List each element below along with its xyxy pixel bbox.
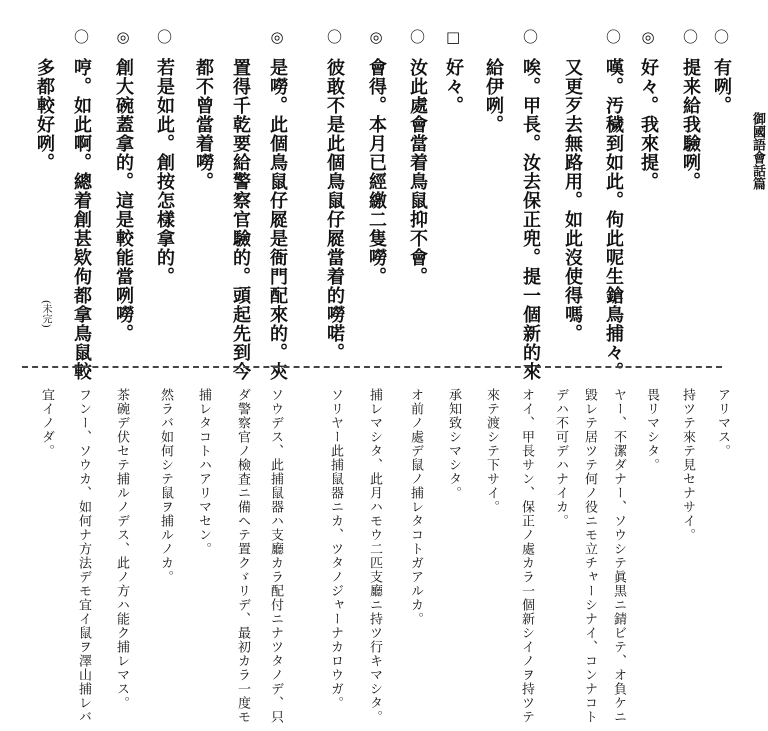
chinese-line: 都不曾當着嘮。: [193, 58, 214, 191]
japanese-line: 毀レテ居ツテ何ノ役ニモ立チャーシナイ、コンナコト: [582, 388, 597, 724]
section-mark: 〇: [606, 28, 622, 46]
chinese-line: 提来給我驗咧。: [680, 58, 701, 191]
section-mark: 〇: [74, 28, 90, 46]
japanese-line: 持ツテ來テ見セナサイ。: [680, 388, 695, 542]
chinese-line: 給伊咧。: [483, 58, 504, 134]
chinese-line: 多都較好咧。: [34, 58, 55, 172]
section-mark: ◎: [641, 28, 655, 46]
section-mark: ◎: [369, 28, 383, 46]
chinese-line: 汝此處會當着鳥鼠抑不會。: [407, 58, 428, 286]
japanese-line: ソリヤー此捕鼠器ニカ、ツタノジャーナカロウガ。: [328, 388, 343, 710]
section-divider: [22, 366, 722, 368]
chinese-line: 嘆。汚穢到如此。佝此呢生鎗鳥捕々。: [603, 58, 624, 381]
section-mark: 〇: [157, 28, 173, 46]
japanese-line: デハ不可デハナイカ。: [553, 388, 568, 528]
chinese-line: 是嘮。此個鳥鼠仔㞞是衙門配來的。㚒: [267, 58, 288, 381]
japanese-line: オ前ノ處デ鼠ノ捕レタコトガアルカ。: [408, 388, 423, 626]
japanese-line: ヤー、不潔ダナー、ソウシテ眞黒ニ錆ビテ、オ負ケニ: [611, 388, 626, 724]
chinese-line: 有咧。: [711, 58, 732, 115]
section-mark: 〇: [410, 28, 426, 46]
japanese-line: 捕レタコトハアリマセン。: [196, 388, 211, 556]
chinese-line: 唉。甲長。汝去保正兜。提一個新的來: [520, 58, 541, 381]
chinese-line: 哼。如此啊。總着創甚欵佝都拿鳥鼠較: [71, 58, 92, 381]
section-mark: □: [446, 28, 461, 46]
chinese-line: 會得。本月已經繳二隻嘮。: [366, 58, 387, 286]
japanese-line: ダ警察官ノ檢査ニ備ヘテ置クゞリデ、最初カラ一度モ: [235, 388, 250, 724]
japanese-line: 茶碗デ伏セテ捕ルノデス、此ノ方ハ能ク捕レマス。: [114, 388, 129, 710]
japanese-line: オイ、甲長サン、保正ノ處カラ一個新シイノヲ持ツテ: [519, 388, 534, 724]
japanese-line: ソウデス、此捕鼠器ハ支廳カラ配付ニナツタノデ、只: [268, 388, 283, 724]
japanese-line: 然ラバ如何シテ鼠ヲ捕ルノカ。: [158, 388, 173, 584]
to-be-continued-note: (未完): [40, 300, 51, 328]
japanese-line: フンー、ソウカ、如何ナ方法デモ宜イ鼠ヲ澤山捕レバ: [76, 388, 91, 724]
chinese-line: 又更歹去無路用。如此沒使得嗎。: [562, 58, 583, 343]
section-mark: 〇: [714, 28, 730, 46]
japanese-line: 捕レマシタ、此月ハモウ二匹支廳ニ持ツ行キマシタ。: [367, 388, 382, 724]
section-mark: ◎: [270, 28, 284, 46]
chinese-line: 創大碗蓋拿的。這是較能當咧嘮。: [113, 58, 134, 343]
japanese-line: アリマス。: [715, 388, 730, 458]
section-mark: 〇: [683, 28, 699, 46]
japanese-line: 畏リマシタ。: [644, 388, 659, 472]
section-mark: 〇: [327, 28, 343, 46]
running-head: 御國語會話篇: [750, 112, 765, 190]
section-mark: 〇: [523, 28, 539, 46]
japanese-line: 來テ渡シテ下サイ。: [484, 388, 499, 514]
section-mark: ◎: [116, 28, 130, 46]
chinese-line: 置得千乾要給警察官驗的。頭起先到今: [230, 58, 251, 381]
chinese-line: 好々。: [443, 58, 464, 115]
chinese-line: 彼敢不是此個鳥鼠仔㞞當着的嘮喏。: [324, 58, 345, 362]
japanese-line: 承知致シマシタ。: [446, 388, 461, 500]
chinese-line: 好々。我來提。: [638, 58, 659, 191]
japanese-line: 宜イノダ。: [39, 388, 54, 458]
chinese-line: 若是如此。創按怎樣拿的。: [154, 58, 175, 286]
